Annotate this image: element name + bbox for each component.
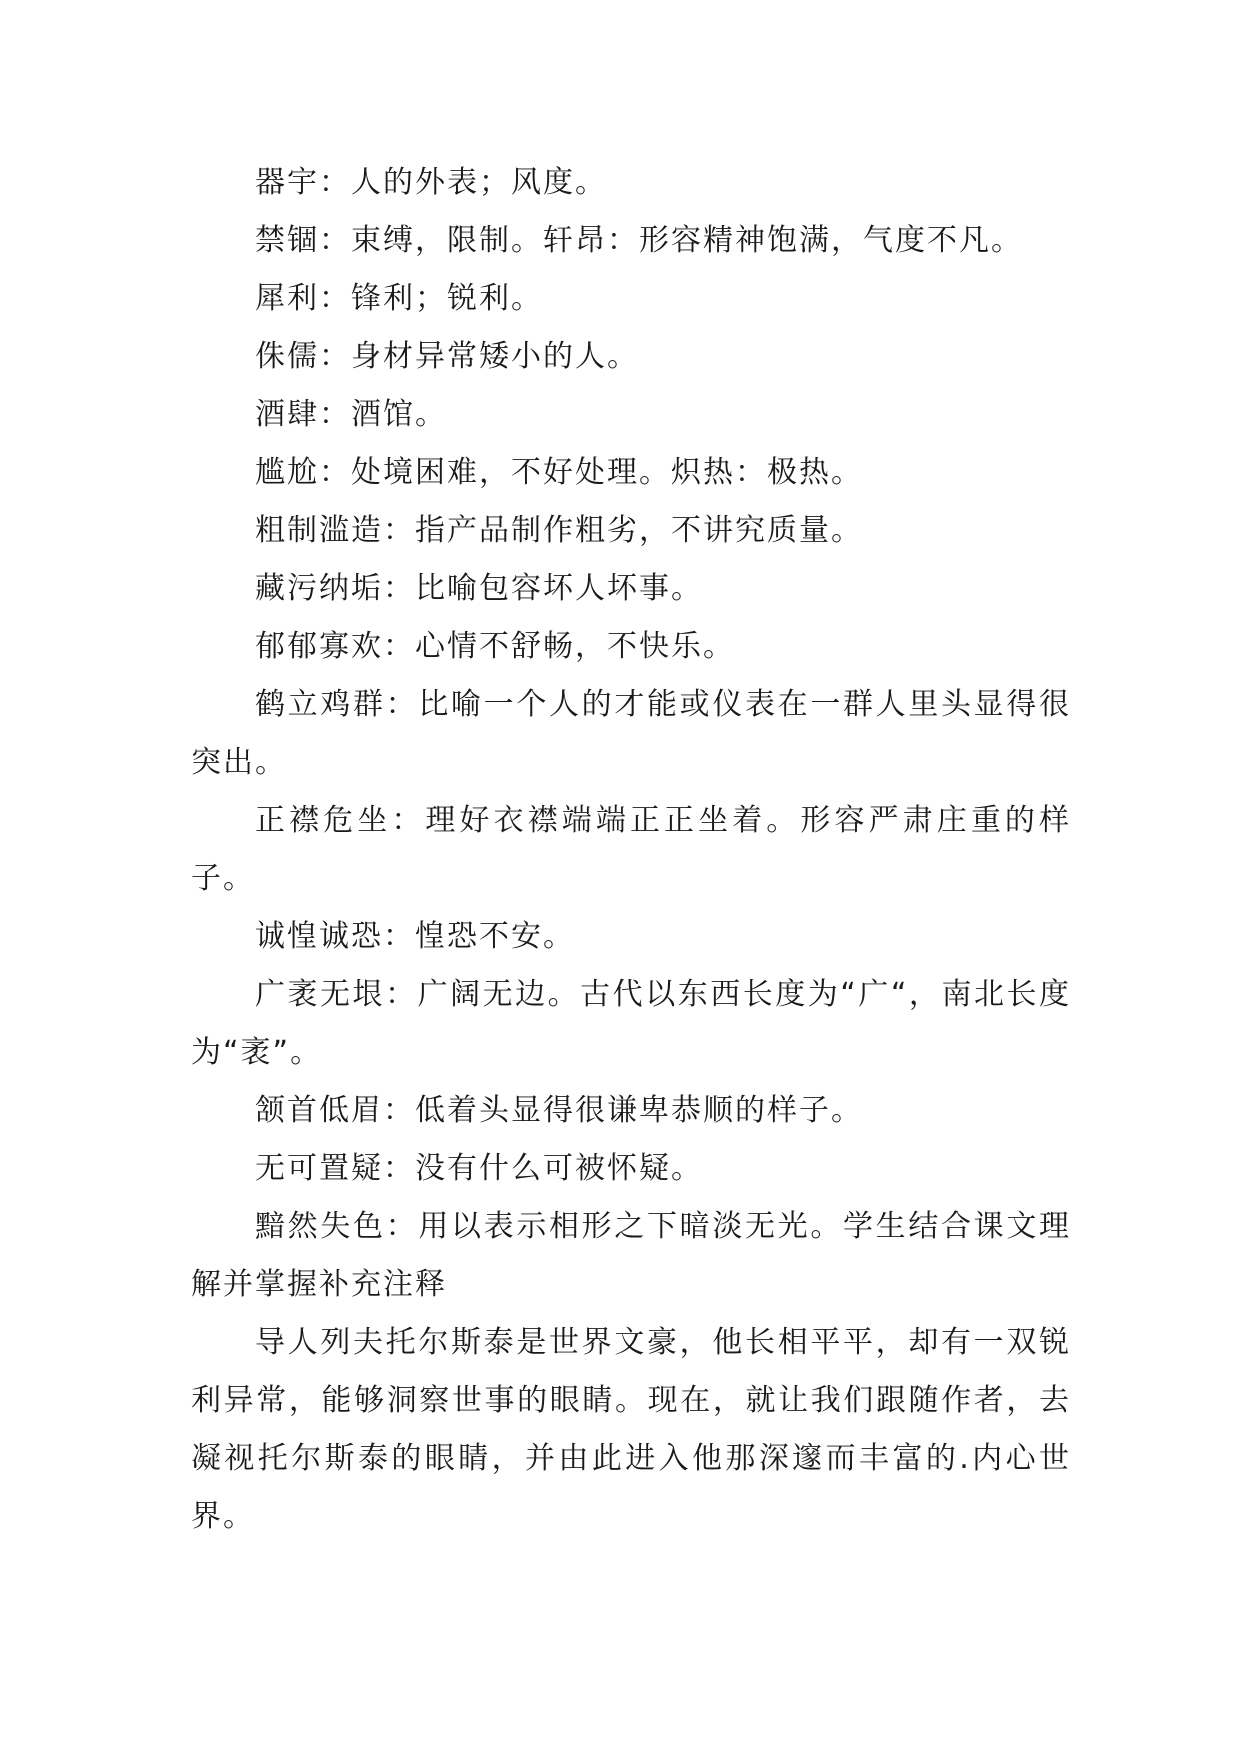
paragraph-helijiqun: 鹤立鸡群：比喻一个人的才能或仪表在一群人里头显得很突出。 [191,687,1071,780]
paragraph-guangmaowuyin: 广袤无垠：广阔无边。古代以东西长度为“广“，南北长度为“袤”。 [191,977,1071,1070]
document-body [191,154,1071,1546]
paragraph-introduction: 导人列夫托尔斯泰是世界文豪，他长相平平，却有一双锐利异常，能够洞察世事的眼睛。现在，就让我们跟随作者，去凝视托尔斯泰的眼睛，并由此进入他那深邃而丰富的.内心世界。 [191,1325,1071,1534]
paragraph-jiusi: 酒肆：酒馆。 [255,397,447,432]
paragraph-zhengjinweizuo: 正襟危坐：理好衣襟端端正正坐着。形容严肃庄重的样子。 [191,803,1071,896]
paragraph-anranshise: 黯然失色：用以表示相形之下暗淡无光。学生结合课文理解并掌握补充注释 [191,1209,1071,1302]
paragraph-wukezhiyi: 无可置疑：没有什么可被怀疑。 [255,1151,703,1186]
paragraph-chenghuangchengkong: 诚惶诚恐：惶恐不安。 [255,919,575,954]
paragraph-ganga: 尴尬：处境困难，不好处理。炽热：极热。 [255,455,863,490]
paragraph-jingu: 禁锢：束缚，限制。轩昂：形容精神饱满，气度不凡。 [255,223,1023,258]
paragraph-cuzhilanzao: 粗制滥造：指产品制作粗劣，不讲究质量。 [255,513,863,548]
paragraph-yuyuguahuan: 郁郁寡欢：心情不舒畅，不快乐。 [255,629,735,664]
paragraph-xili: 犀利：锋利；锐利。 [255,281,543,316]
paragraph-cangwunagou: 藏污纳垢：比喻包容坏人坏事。 [255,571,703,606]
paragraph-zhuru: 侏儒：身材异常矮小的人。 [255,339,639,374]
paragraph-qiyu: 器宇：人的外表；风度。 [255,165,607,200]
paragraph-hanshoudimei: 颔首低眉：低着头显得很谦卑恭顺的样子。 [255,1093,863,1128]
